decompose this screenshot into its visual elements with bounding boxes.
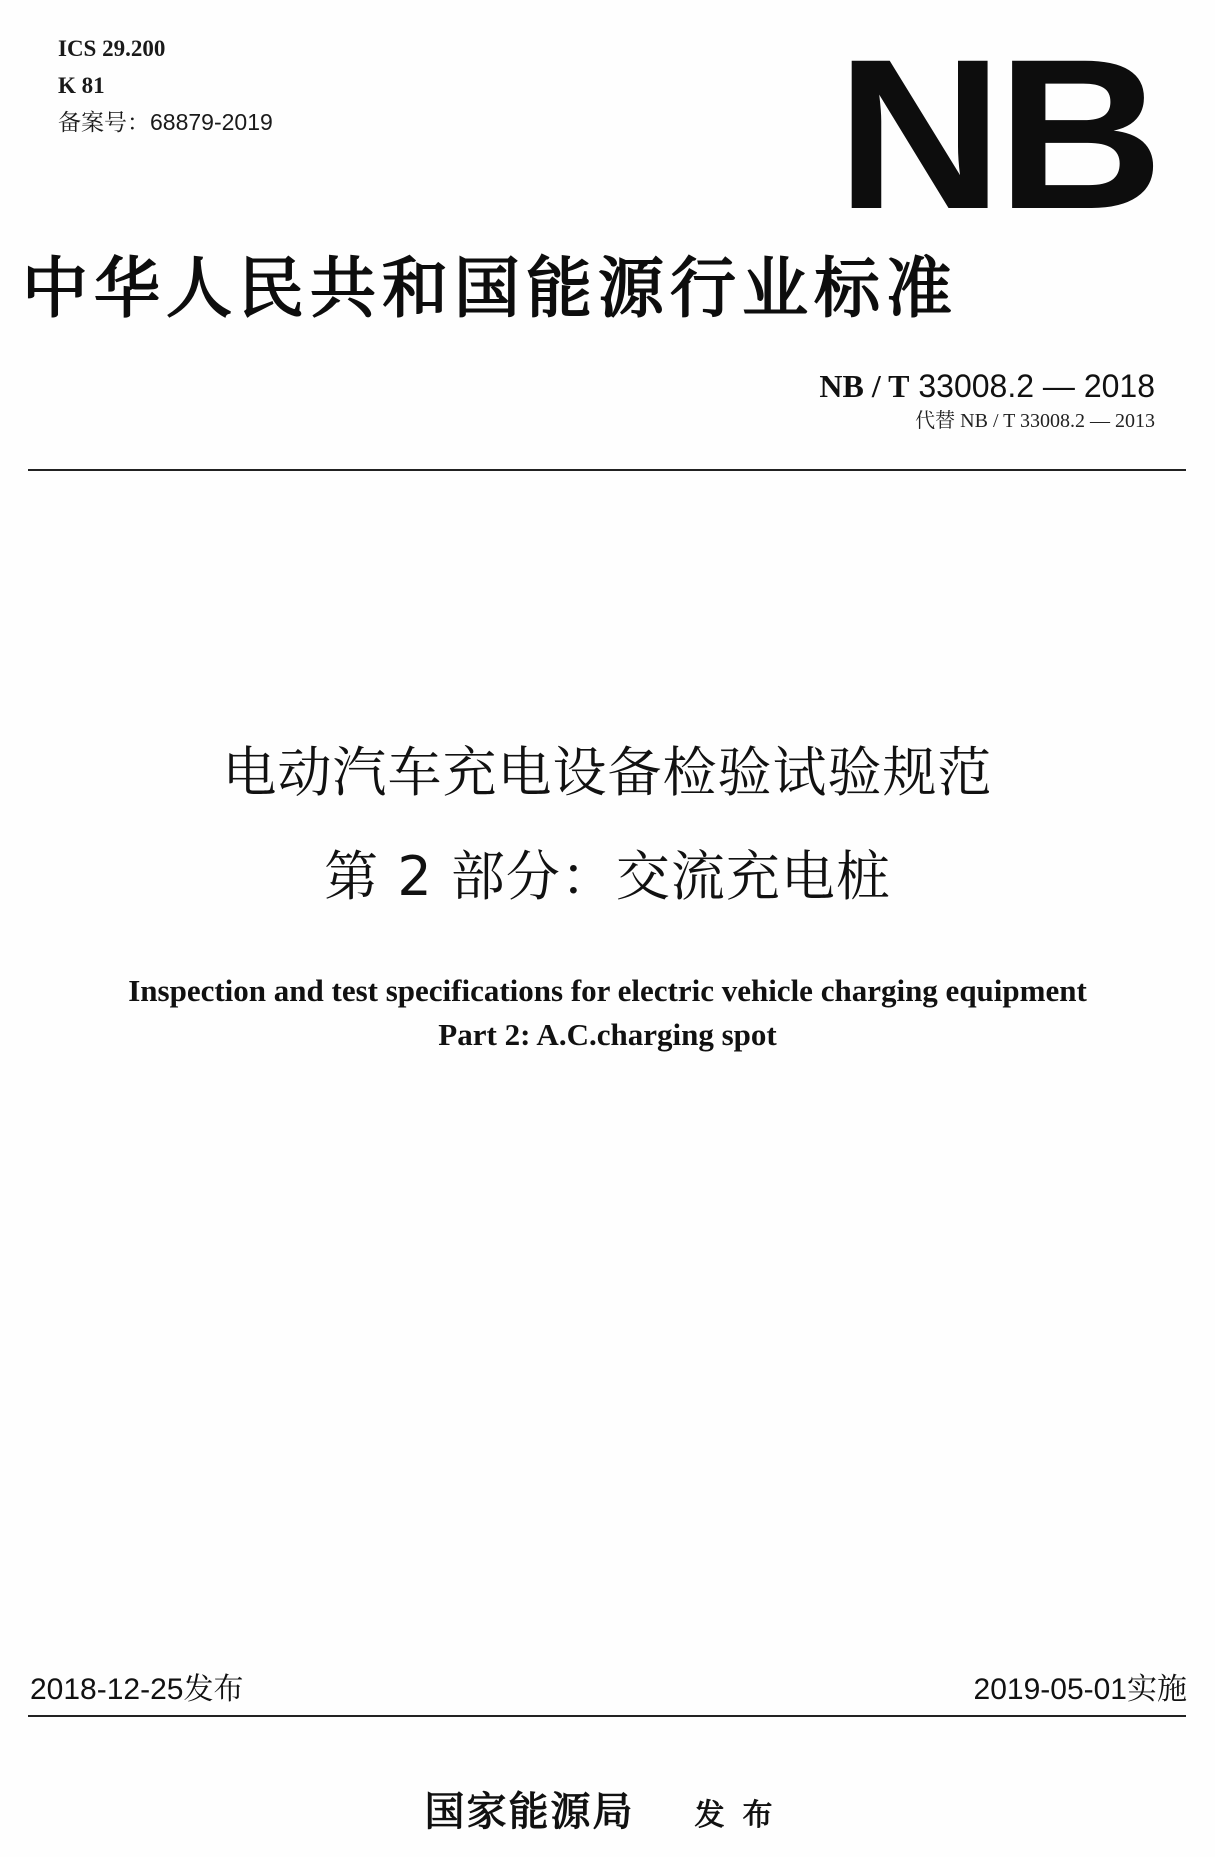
k-code: K 81 — [58, 73, 105, 98]
record-number: 备案号：68879-2019 — [58, 109, 273, 135]
implementation-date: 2019-05-01实施 — [973, 1673, 1187, 1706]
ics-code: ICS 29.200 — [58, 36, 166, 61]
publish-action: 发布 — [694, 1798, 791, 1833]
standard-number — [819, 366, 1155, 406]
replaces-standard: 代替 NB / T 33008.2 — 2013 — [915, 410, 1155, 432]
industry-standard-title: 中华人民共和国能源行业标准 — [22, 249, 958, 327]
standard-code: 33008.2 — 2018 — [918, 368, 1155, 404]
english-title-line-2: Part 2: A.C.charging spot — [438, 1017, 777, 1052]
english-title-line-1: Inspection and test specifications for electric vehicle charging equipment — [128, 973, 1087, 1008]
chinese-title-line-2: 第 2 部分：交流充电桩 — [324, 845, 891, 908]
classification-block — [58, 30, 273, 141]
standard-prefix: NB / T — [819, 368, 910, 404]
publisher-line — [0, 1780, 1215, 1837]
nb-logo: NB — [836, 15, 1157, 254]
issue-date: 2018-12-25发布 — [30, 1673, 244, 1706]
top-divider — [28, 469, 1186, 471]
bottom-divider — [28, 1715, 1186, 1717]
publisher-org: 国家能源局 — [424, 1788, 635, 1835]
chinese-title-line-1: 电动汽车充电设备检验试验规范 — [222, 741, 993, 804]
